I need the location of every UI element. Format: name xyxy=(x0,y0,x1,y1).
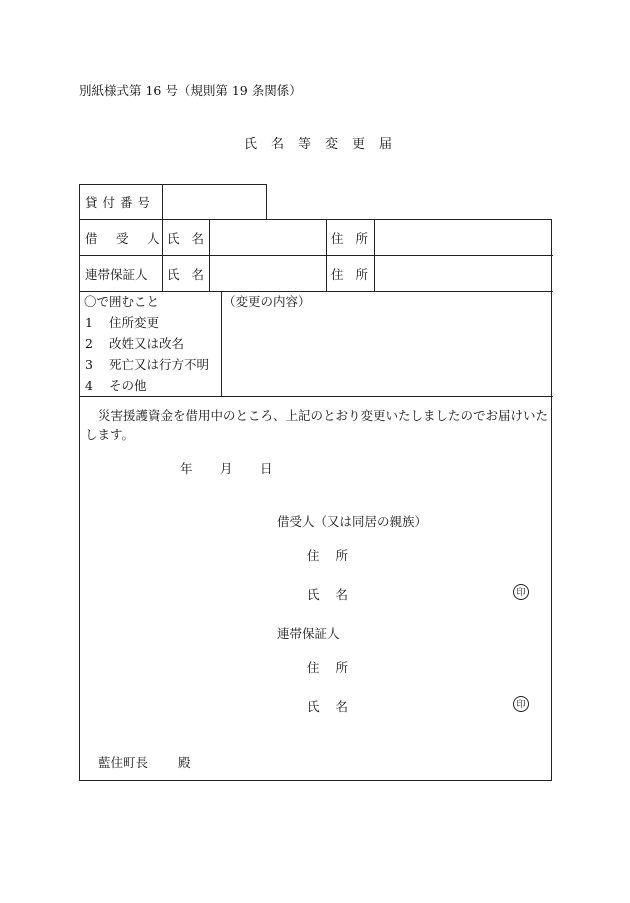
option-number: 1 xyxy=(85,315,93,330)
guarantor-address-field[interactable] xyxy=(377,259,547,287)
options-heading: 〇で囲むこと xyxy=(84,294,160,309)
guarantor-name-label: 氏 名 xyxy=(167,267,208,282)
guarantor-seal-icon: 印 xyxy=(513,696,529,712)
borrower-name-label: 氏 名 xyxy=(167,231,208,246)
document-title: 氏名等変更届 xyxy=(244,137,407,152)
borrower-address-label: 住 所 xyxy=(331,231,372,246)
date-year-label: 年 xyxy=(180,461,193,476)
option-number: 4 xyxy=(85,378,93,393)
option-item[interactable] xyxy=(85,334,184,352)
guarantor-label: 連帯保証人 xyxy=(85,267,148,282)
borrower-seal-icon: 印 xyxy=(513,584,529,600)
date-day-label: 日 xyxy=(260,461,273,476)
option-item[interactable] xyxy=(85,355,209,373)
option-text: 死亡又は行方不明 xyxy=(108,357,209,372)
change-content-label: （変更の内容） xyxy=(223,294,311,309)
borrower-sign-heading: 借受人（又は同居の親族） xyxy=(277,514,428,529)
guarantor-sign-name-label: 氏 名 xyxy=(307,699,354,714)
date-month-label: 月 xyxy=(220,461,233,476)
option-text: 住所変更 xyxy=(108,315,159,330)
borrower-sign-name-label: 氏 名 xyxy=(307,587,354,602)
option-text: 改姓又は改名 xyxy=(108,336,184,351)
guarantor-sign-address-label: 住 所 xyxy=(307,660,354,675)
guarantor-name-field[interactable] xyxy=(211,259,321,287)
option-item[interactable] xyxy=(85,376,146,394)
addressee-name: 藍住町長 xyxy=(98,755,149,770)
option-item[interactable] xyxy=(85,313,159,331)
borrower-label: 借 受 人 xyxy=(85,231,163,246)
borrower-address-field[interactable] xyxy=(377,223,547,251)
borrower-sign-address-label: 住 所 xyxy=(307,548,354,563)
option-number: 2 xyxy=(85,336,93,351)
notice-text: 災害援護資金を借用中のところ、上記のとおり変更いたしましたのでお届けいたします。 xyxy=(85,408,549,442)
loan-number-field[interactable] xyxy=(165,190,263,214)
borrower-name-field[interactable] xyxy=(211,223,321,251)
form-reference: 別紙様式第 16 号（規則第 19 条関係） xyxy=(79,83,302,98)
loan-number-label: 貸付番号 xyxy=(85,195,156,210)
addressee-honorific: 殿 xyxy=(178,755,191,770)
option-text: その他 xyxy=(108,378,147,393)
change-content-field[interactable] xyxy=(224,310,546,392)
guarantor-address-label: 住 所 xyxy=(331,267,372,282)
guarantor-sign-heading: 連帯保証人 xyxy=(277,626,340,641)
option-number: 3 xyxy=(85,357,93,372)
